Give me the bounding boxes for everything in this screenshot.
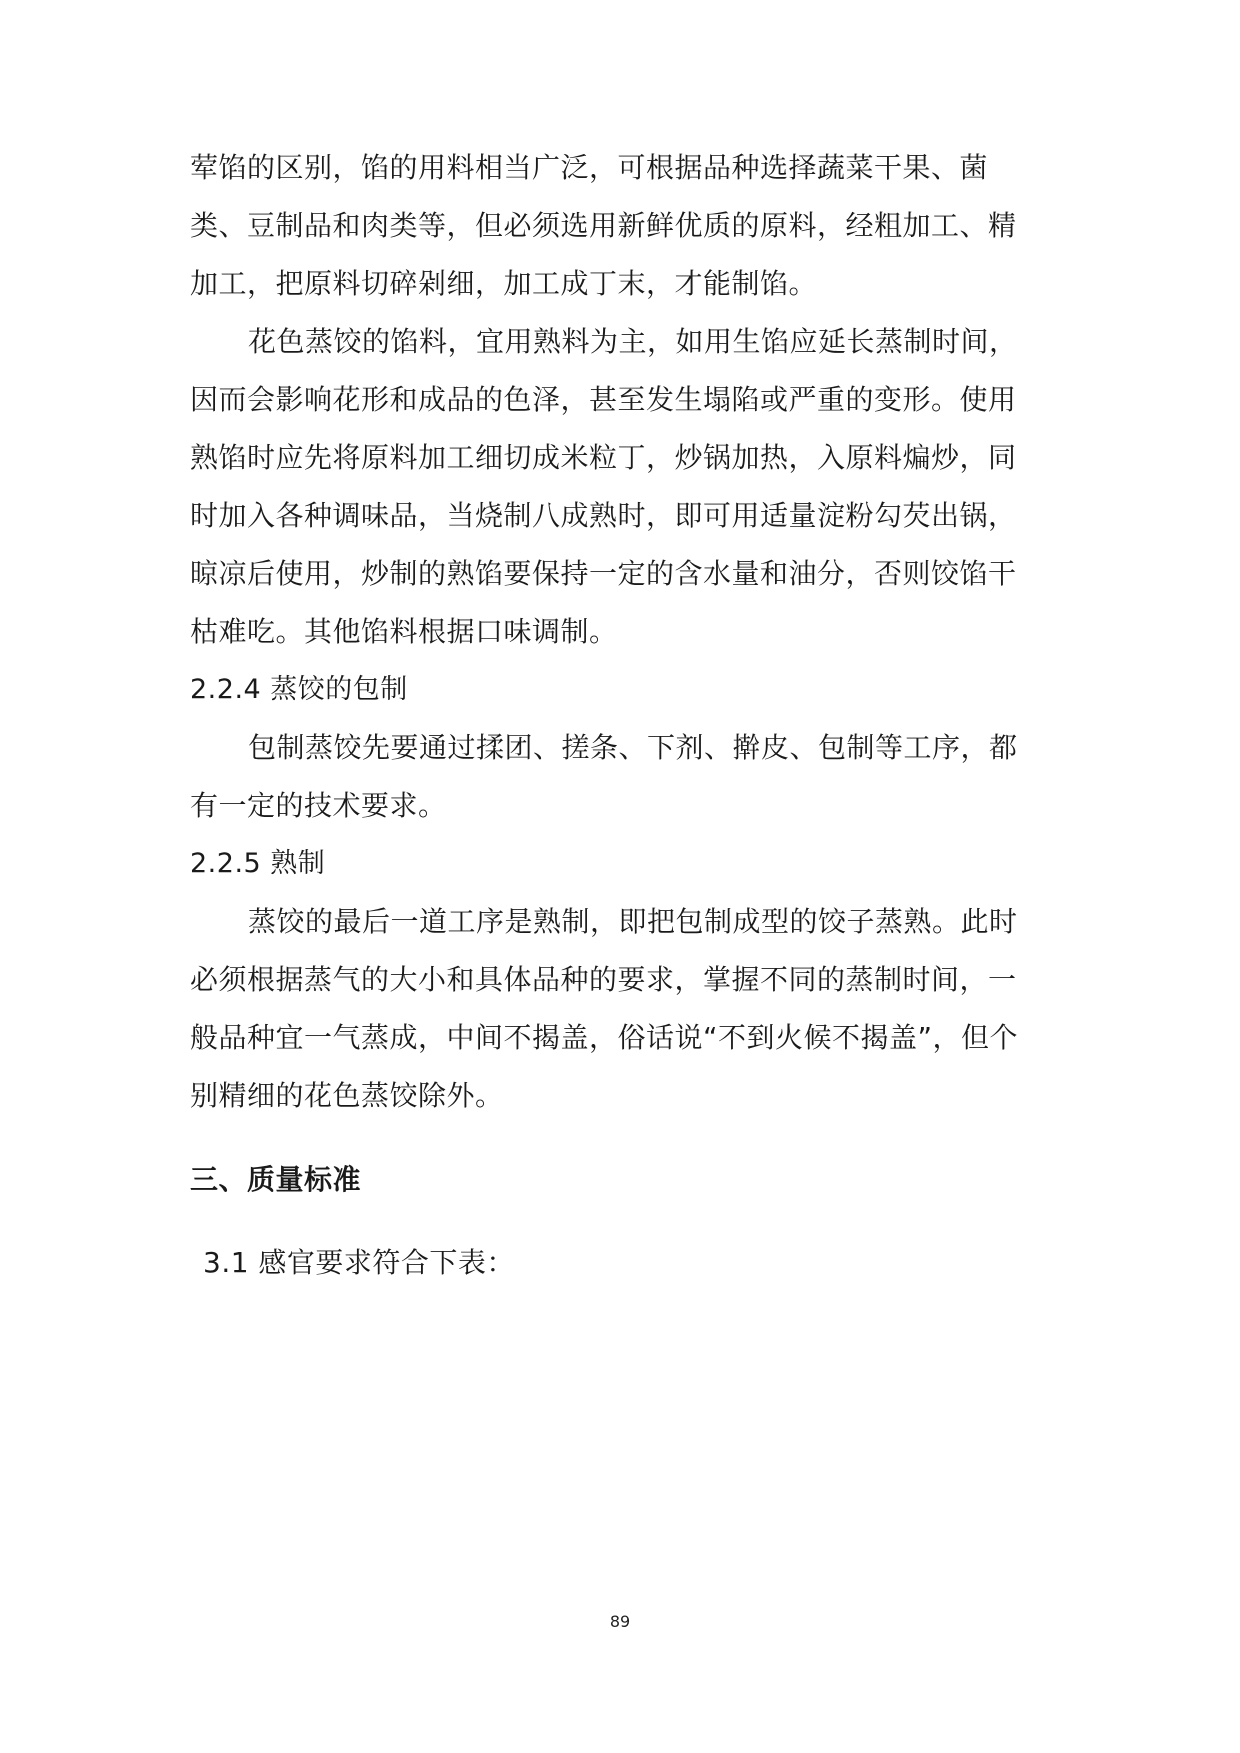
paragraph-line: 因而会影响花形和成品的色泽，甚至发生塌陷或严重的变形。使用 <box>190 383 1017 416</box>
section-heading-quality-standard: 三、质量标准 <box>190 1163 362 1196</box>
section-heading-2-2-4: 2.2.4 蒸饺的包制 <box>190 674 408 705</box>
section-heading-2-2-5: 2.2.5 熟制 <box>190 848 326 879</box>
page-number: 89 <box>609 1612 631 1631</box>
paragraph-line: 花色蒸饺的馅料，宜用熟料为主，如用生馅应延长蒸制时间， <box>248 325 1018 358</box>
section-heading-3-1: 3.1 感官要求符合下表： <box>203 1246 515 1279</box>
paragraph-line: 熟馅时应先将原料加工细切成米粒丁，炒锅加热，入原料煸炒，同 <box>190 441 1017 474</box>
paragraph-line: 枯难吃。其他馅料根据口味调制。 <box>190 615 618 648</box>
paragraph-line: 荤馅的区别，馅的用料相当广泛，可根据品种选择蔬菜干果、菌 <box>190 151 989 184</box>
paragraph-line: 加工，把原料切碎剁细，加工成丁末，才能制馅。 <box>190 267 818 300</box>
paragraph-line: 般品种宜一气蒸成，中间不揭盖，俗话说“不到火候不揭盖”，但个 <box>190 1021 1019 1054</box>
paragraph-line: 蒸饺的最后一道工序是熟制，即把包制成型的饺子蒸熟。此时 <box>248 905 1018 938</box>
paragraph-line: 晾凉后使用，炒制的熟馅要保持一定的含水量和油分，否则饺馅干 <box>190 557 1017 590</box>
paragraph-line: 类、豆制品和肉类等，但必须选用新鲜优质的原料，经粗加工、精 <box>190 209 1017 242</box>
paragraph-line: 别精细的花色蒸饺除外。 <box>190 1079 504 1112</box>
paragraph-line: 包制蒸饺先要通过揉团、搓条、下剂、擀皮、包制等工序，都 <box>248 731 1018 764</box>
paragraph-line: 有一定的技术要求。 <box>190 789 447 822</box>
paragraph-line: 必须根据蒸气的大小和具体品种的要求，掌握不同的蒸制时间，一 <box>190 963 1017 996</box>
paragraph-line: 时加入各种调味品，当烧制八成熟时，即可用适量淀粉勾芡出锅， <box>190 499 1017 532</box>
